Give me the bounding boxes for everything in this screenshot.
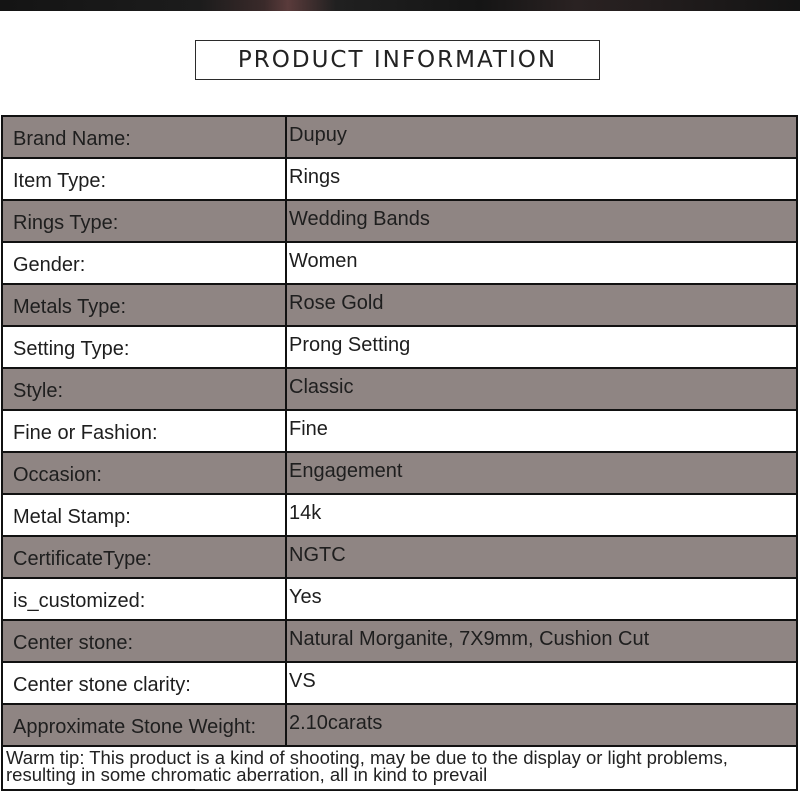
next-section-box-edge [195, 789, 600, 793]
warm-tip-row [2, 746, 797, 790]
spec-value: 2.10carats [286, 704, 797, 746]
spec-value: Engagement [286, 452, 797, 494]
spec-row [2, 368, 797, 410]
spec-value: Yes [286, 578, 797, 620]
section-title: PRODUCT INFORMATION [195, 40, 600, 80]
spec-value: Women [286, 242, 797, 284]
spec-label: Center stone clarity: [2, 662, 286, 704]
spec-label: Brand Name: [2, 116, 286, 158]
spec-value: VS [286, 662, 797, 704]
spec-value: Fine [286, 410, 797, 452]
spec-label: is_customized: [2, 578, 286, 620]
spec-row [2, 200, 797, 242]
spec-row [2, 410, 797, 452]
spec-label: Style: [2, 368, 286, 410]
spec-label: Approximate Stone Weight: [2, 704, 286, 746]
spec-row [2, 704, 797, 746]
spec-label: Fine or Fashion: [2, 410, 286, 452]
spec-label: Setting Type: [2, 326, 286, 368]
spec-value: Wedding Bands [286, 200, 797, 242]
spec-value: Classic [286, 368, 797, 410]
spec-row [2, 284, 797, 326]
spec-row [2, 662, 797, 704]
spec-value: 14k [286, 494, 797, 536]
spec-value: Dupuy [286, 116, 797, 158]
spec-label: Item Type: [2, 158, 286, 200]
product-spec-table [1, 115, 798, 791]
spec-value: Natural Morganite, 7X9mm, Cushion Cut [286, 620, 797, 662]
spec-value: Rings [286, 158, 797, 200]
spec-row [2, 116, 797, 158]
top-banner-image [0, 0, 800, 11]
spec-row [2, 494, 797, 536]
spec-label: Metal Stamp: [2, 494, 286, 536]
spec-row [2, 242, 797, 284]
spec-label: Rings Type: [2, 200, 286, 242]
spec-label: Center stone: [2, 620, 286, 662]
spec-label: Gender: [2, 242, 286, 284]
spec-row [2, 578, 797, 620]
spec-label: CertificateType: [2, 536, 286, 578]
spec-value: Rose Gold [286, 284, 797, 326]
spec-row [2, 620, 797, 662]
warm-tip-text: Warm tip: This product is a kind of shooting, may be due to the display or light problems, resulting in some chromatic aberration, all in kind to prevail [2, 746, 797, 790]
spec-row [2, 452, 797, 494]
spec-row [2, 536, 797, 578]
spec-value: Prong Setting [286, 326, 797, 368]
spec-row [2, 158, 797, 200]
spec-row [2, 326, 797, 368]
spec-label: Metals Type: [2, 284, 286, 326]
spec-value: NGTC [286, 536, 797, 578]
spec-label: Occasion: [2, 452, 286, 494]
